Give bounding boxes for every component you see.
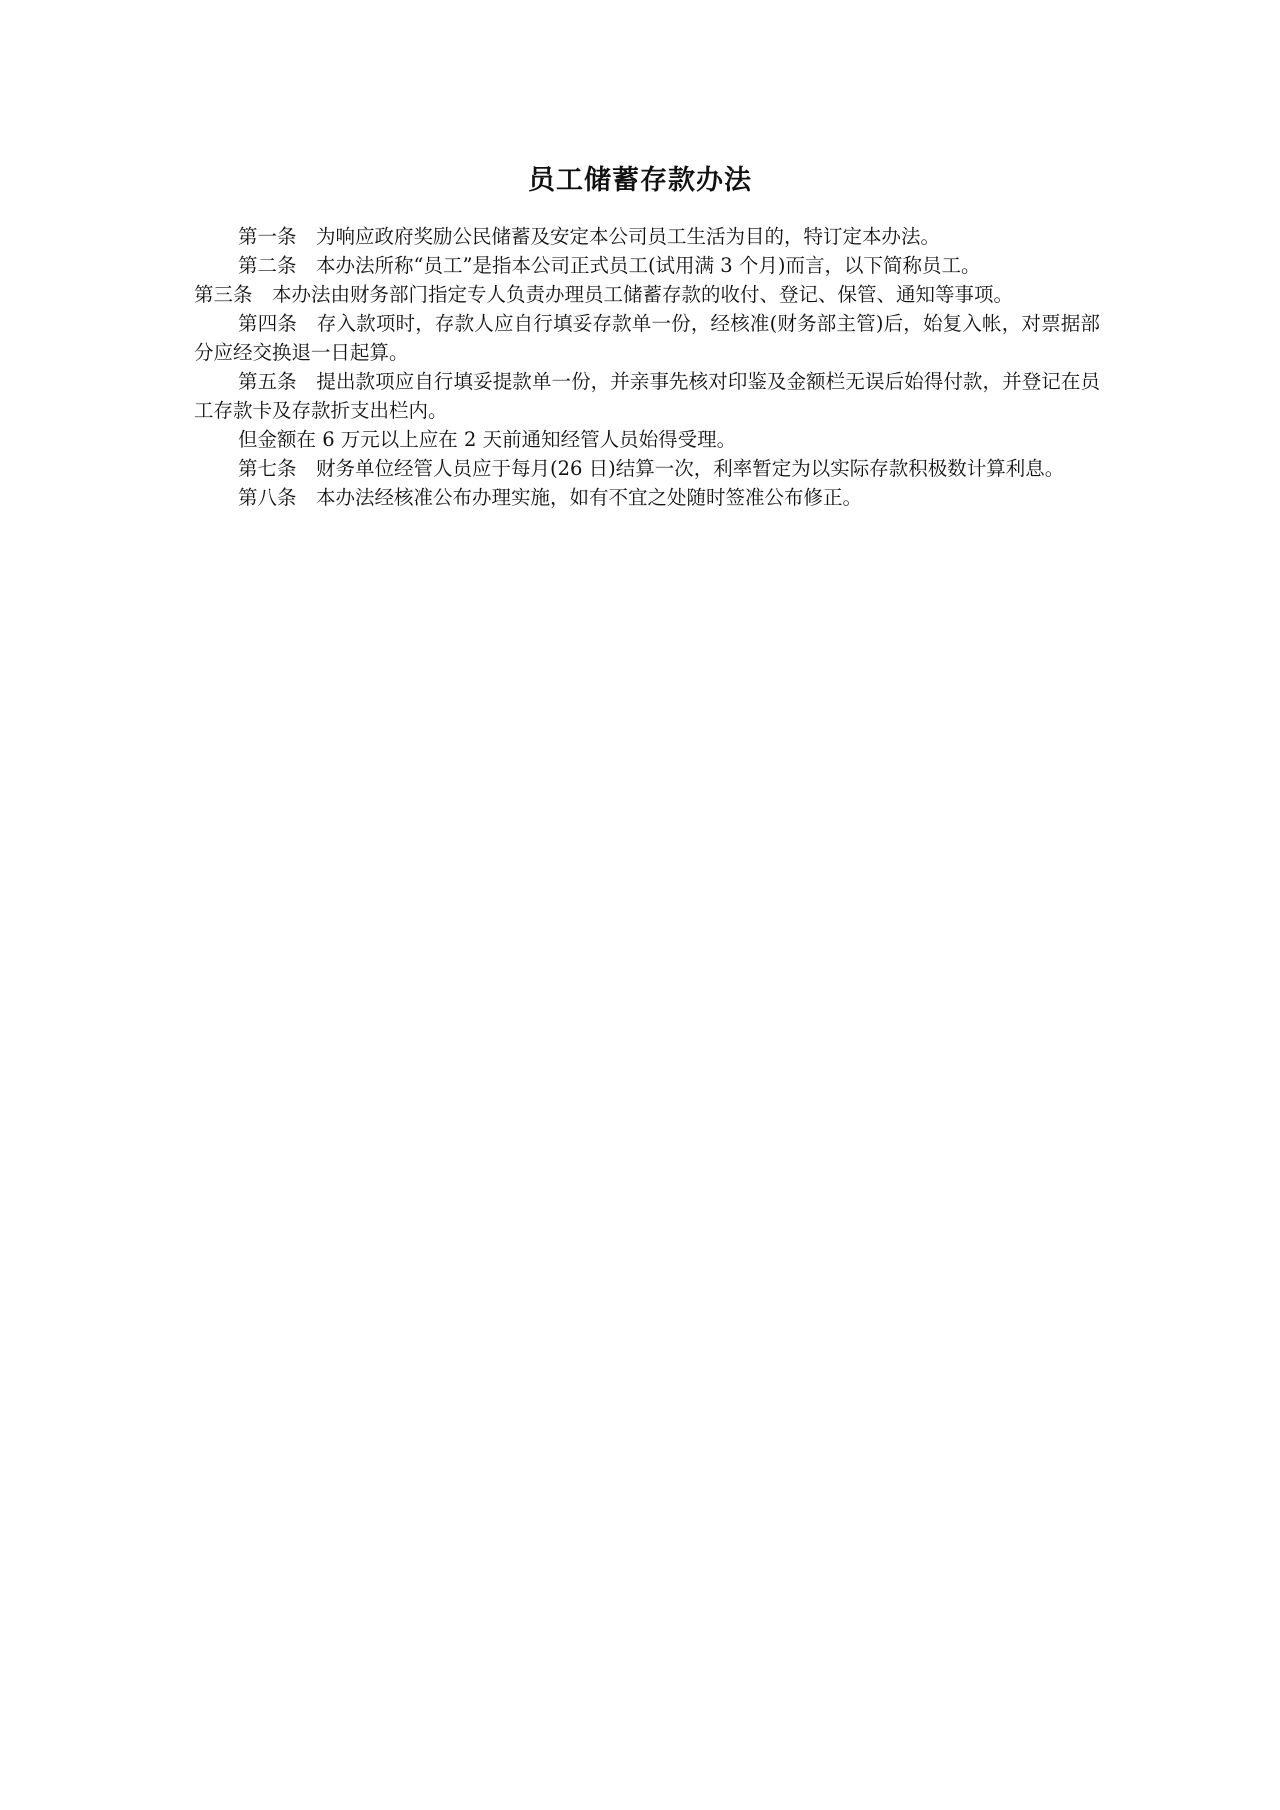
article-7: 第七条 财务单位经管人员应于每月(26 日)结算一次，利率暂定为以实际存款积极数计算利息。 (238, 457, 1065, 480)
article-6: 但金额在 6 万元以上应在 2 天前通知经管人员始得受理。 (238, 428, 737, 451)
article-8: 第八条 本办法经核准公布办理实施，如有不宜之处随时签准公布修正。 (238, 486, 863, 509)
article-2: 第二条 本办法所称“员工”是指本公司正式员工(试用满 3 个月)而言，以下简称员工。 (238, 254, 981, 277)
article-4: 第四条 存入款项时，存款人应自行填妥存款单一份，经核准(财务部主管)后，始复入帐，对票据部分应经交换退一日起算。 (194, 312, 1100, 364)
article-1: 第一条 为响应政府奖励公民储蓄及安定本公司员工生活为目的，特订定本办法。 (238, 225, 941, 248)
article-3: 第三条 本办法由财务部门指定专人负责办理员工储蓄存款的收付、登记、保管、通知等事项。 (194, 283, 1014, 306)
article-5: 第五条 提出款项应自行填妥提款单一份，并亲事先核对印鉴及金额栏无误后始得付款，并登记在员工存款卡及存款折支出栏内。 (194, 370, 1100, 422)
document-body (194, 222, 1100, 512)
document-title: 员工储蓄存款办法 (528, 165, 752, 196)
